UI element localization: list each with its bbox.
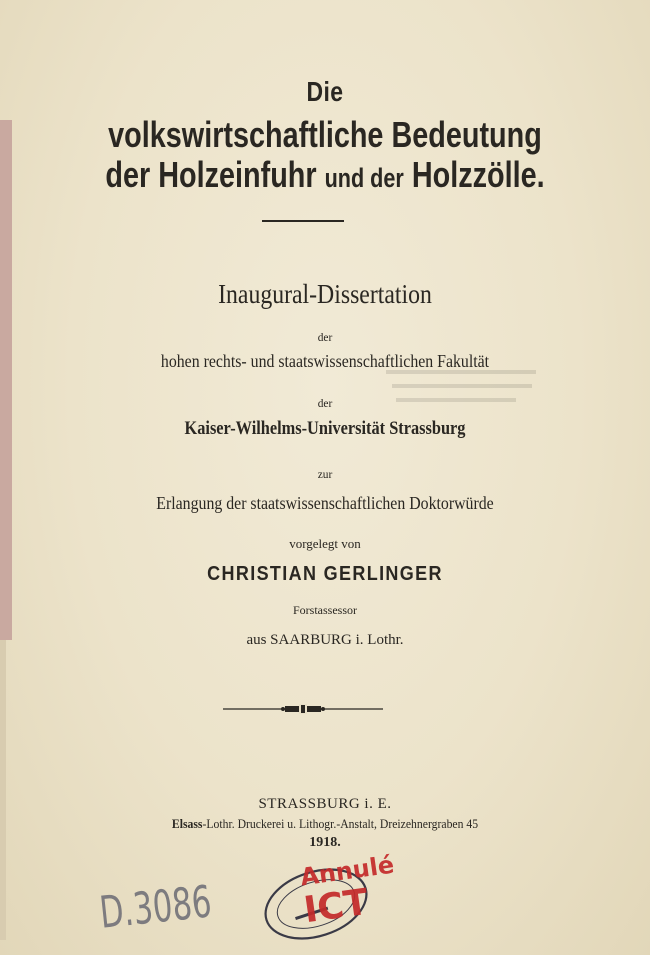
imprint-printer-bold: Elsass — [171, 816, 203, 831]
title-line-1: Die — [306, 76, 344, 107]
presented-by-line: vorgelegt von — [289, 536, 361, 551]
author-role: Forstassessor — [292, 603, 357, 617]
title-line-2: volkswirtschaftliche Bedeutung — [108, 114, 542, 155]
connector-der-2: der — [317, 396, 333, 410]
faculty-line: hohen rechts- und staatswissenschaftlichen Fakultät — [160, 351, 490, 371]
imprint-printer — [33, 816, 618, 832]
connector-zur: zur — [317, 467, 333, 481]
imprint-printer-rest: -Lothr. Druckerei u. Lithogr.-Anstalt, Dreizehnergraben 45 — [202, 816, 479, 831]
pencil-shelfmark: D.3086 — [97, 876, 214, 939]
title-line-3-part-c: Holzzölle. — [411, 154, 545, 195]
binding-edge-lower — [0, 640, 6, 940]
ict-stamp-text: ICT — [301, 881, 371, 932]
title-rule — [262, 220, 344, 222]
title-line-3-part-b: und der — [324, 163, 404, 193]
title-line-3 — [65, 154, 585, 196]
ornamental-rule — [223, 702, 383, 716]
imprint-city: STRASSBURG i. E. — [258, 796, 392, 812]
dissertation-heading: Inaugural-Dissertation — [218, 279, 432, 309]
annule-stamp-text: Annulé — [298, 850, 396, 892]
author-origin: aus SAARBURG i. Lothr. — [246, 632, 404, 648]
author-name: CHRISTIAN GERLINGER — [207, 563, 443, 585]
university-line: Kaiser-Wilhelms-Universität Strassburg — [184, 418, 466, 439]
binding-edge — [0, 120, 12, 640]
title-line-3-part-a: der Holzeinfuhr — [105, 154, 317, 195]
connector-der-1: der — [317, 330, 333, 344]
imprint-year: 1918. — [309, 835, 341, 850]
show-through-text — [386, 366, 546, 422]
degree-purpose-line: Erlangung der staatswissenschaftlichen Doktorwürde — [156, 493, 494, 513]
